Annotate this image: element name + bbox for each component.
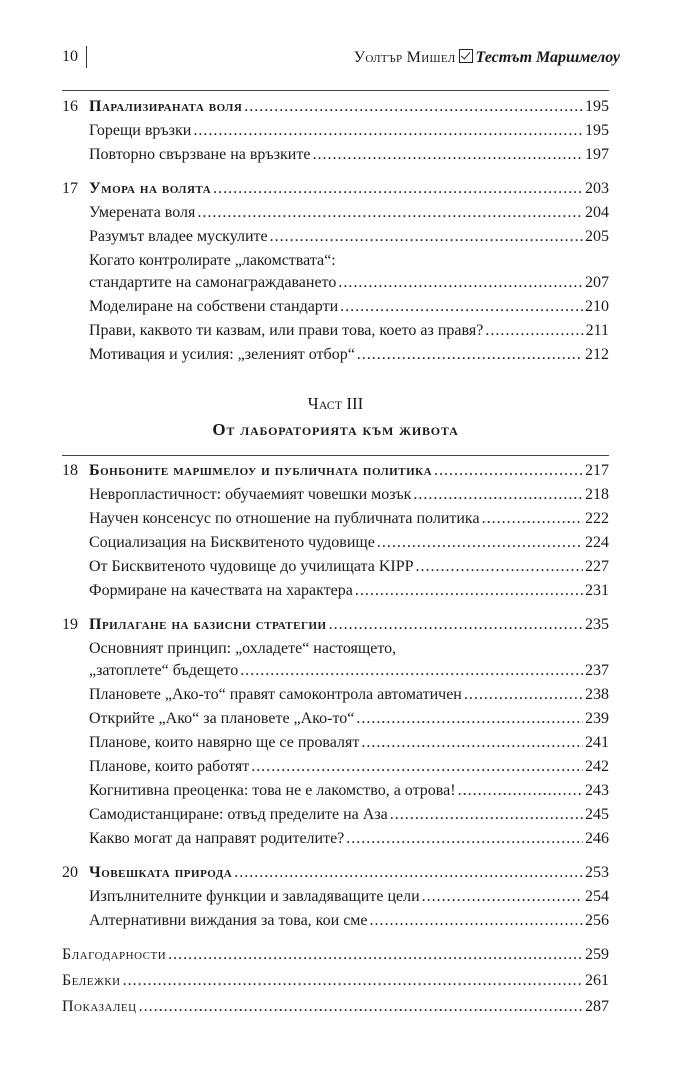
entry-title: Самодистанциране: отвъд пределите на Аза [89, 806, 388, 823]
page-ref: 203 [585, 180, 609, 197]
toc-entry[interactable] [89, 580, 609, 602]
entry-title: Благодарности [62, 946, 167, 963]
part-title: От лабораторията към живота [212, 420, 459, 439]
page-ref: 238 [585, 686, 609, 703]
entry-title: Алтернативни виждания за това, кои сме [89, 912, 368, 929]
entry-title: „затоплете“ бъдещето [89, 662, 239, 679]
page-ref: 210 [585, 298, 609, 315]
page-ref: 259 [585, 946, 609, 963]
entry-title: Основният принцип: „охладете“ настоящето, [89, 640, 397, 657]
dot-leader [356, 708, 583, 730]
page-ref: 211 [585, 322, 609, 339]
entry-title: Умерената воля [89, 204, 196, 221]
dot-leader [338, 272, 583, 294]
entry-title: Планове, които работят [89, 758, 250, 775]
chapter-number: 16 [62, 98, 78, 115]
entry-title: От Бисквитеното чудовище до училищата KIPP [89, 558, 414, 575]
dot-leader [370, 910, 583, 932]
dot-leader [213, 178, 583, 200]
toc-entry[interactable] [89, 144, 609, 166]
page-ref: 241 [585, 734, 609, 751]
dot-leader [434, 460, 583, 482]
toc-entry[interactable] [89, 756, 609, 778]
entry-title: Показалец [62, 998, 137, 1015]
toc-entry[interactable] [89, 344, 609, 366]
chapter-title: Бонбоните маршмелоу и публичната политика [89, 462, 433, 479]
page-number: 10 [62, 48, 78, 65]
dot-leader [485, 320, 583, 342]
toc-chapter-20[interactable] [62, 862, 609, 884]
dot-leader [123, 970, 583, 992]
toc-entry[interactable] [89, 804, 609, 826]
toc-entry[interactable] [89, 732, 609, 754]
dot-leader [482, 508, 583, 530]
page-ref: 256 [585, 912, 609, 929]
dot-leader [361, 732, 583, 754]
page-ref: 231 [585, 582, 609, 599]
entry-title: Плановете „Ако-то“ правят самоконтрола автоматичен [89, 686, 462, 703]
chapter-number: 19 [62, 616, 78, 633]
page-ref: 205 [585, 228, 609, 245]
entry-title: Прави, каквото ти казвам, или прави това, което аз правя? [89, 322, 484, 339]
dot-leader [416, 556, 583, 578]
page-ref: 195 [585, 122, 609, 139]
entry-title: Бележки [62, 972, 121, 989]
toc-entry[interactable] [89, 120, 609, 142]
dot-leader [244, 96, 583, 118]
entry-title: Изпълнителните функции и завладяващите цели [89, 888, 420, 905]
dot-leader [240, 660, 583, 682]
page-ref: 287 [585, 998, 609, 1015]
page-ref: 207 [585, 274, 609, 291]
entry-title: Мотивация и усилия: „зеленият отбор“ [89, 346, 355, 363]
toc-entry[interactable] [89, 508, 609, 530]
dot-leader [377, 532, 583, 554]
entry-title: Формиране на качествата на характера [89, 582, 353, 599]
entry-title: Социализация на Бисквитеното чудовище [89, 534, 375, 551]
header-book-title: Тестът Маршмелоу [475, 49, 620, 66]
chapter-title: Умора на волята [89, 180, 212, 197]
toc-index[interactable] [62, 996, 609, 1018]
entry-title: Моделиране на собствени стандарти [89, 298, 339, 315]
toc-notes[interactable] [62, 970, 609, 992]
chapter-title: Прилагане на базисни стратегии [89, 616, 327, 633]
toc-entry[interactable] [89, 532, 609, 554]
page-ref: 195 [585, 98, 609, 115]
page-ref: 212 [585, 346, 609, 363]
entry-title: Разумът владее мускулите [89, 228, 268, 245]
header-author: Уолтър Мишел [353, 49, 456, 66]
chapter-number: 20 [62, 864, 78, 881]
entry-title: Повторно свързване на връзките [89, 146, 311, 163]
page-ref: 242 [585, 758, 609, 775]
toc-entry-line1[interactable] [89, 250, 609, 272]
checkbox-icon [459, 49, 473, 63]
header-title [354, 48, 620, 67]
page-ref: 246 [585, 830, 609, 847]
dot-leader [340, 296, 583, 318]
toc-entry[interactable] [89, 226, 609, 248]
toc-chapter-17[interactable] [62, 178, 609, 200]
page-ref: 261 [585, 972, 609, 989]
page-ref: 245 [585, 806, 609, 823]
page-ref: 254 [585, 888, 609, 905]
header-divider [86, 46, 87, 68]
page-ref: 222 [585, 510, 609, 527]
dot-leader [329, 614, 583, 636]
toc-entry[interactable] [89, 484, 609, 506]
entry-title: стандартите на самонаграждаването [89, 274, 337, 291]
toc-entry[interactable] [89, 296, 609, 318]
section-rule [62, 455, 609, 456]
page-ref: 243 [585, 782, 609, 799]
page-ref: 239 [585, 710, 609, 727]
page-ref: 204 [585, 204, 609, 221]
dot-leader [168, 944, 583, 966]
entry-title: Невропластичност: обучаемият човешки мозък [89, 486, 412, 503]
toc-entry[interactable] [89, 556, 609, 578]
entry-title: Когато контролирате „лакомствата“: [89, 252, 336, 269]
page-ref: 218 [585, 486, 609, 503]
page-ref: 227 [585, 558, 609, 575]
running-header [62, 44, 620, 74]
toc-entry[interactable] [89, 272, 609, 294]
page-ref: 197 [585, 146, 609, 163]
entry-title: Планове, които навярно ще се провалят [89, 734, 360, 751]
page-ref: 253 [585, 864, 609, 881]
dot-leader [357, 344, 583, 366]
dot-leader [312, 144, 583, 166]
toc-chapter-19[interactable] [62, 614, 609, 636]
toc-chapter-18[interactable] [62, 460, 609, 482]
page-ref: 224 [585, 534, 609, 551]
dot-leader [270, 226, 583, 248]
dot-leader [355, 580, 583, 602]
dot-leader [464, 684, 583, 706]
toc-entry[interactable] [89, 202, 609, 224]
chapter-title: Парализираната воля [89, 98, 243, 115]
entry-title: Научен консенсус по отношение на публичната политика [89, 510, 480, 527]
chapter-number: 18 [62, 462, 78, 479]
dot-leader [390, 804, 583, 826]
entry-title: Какво могат да направят родителите? [89, 830, 345, 847]
dot-leader [139, 996, 583, 1018]
dot-leader [234, 862, 583, 884]
toc-acknowledgements[interactable] [62, 944, 609, 966]
page-ref: 217 [585, 462, 609, 479]
toc-entry[interactable] [89, 828, 609, 850]
part-label: Част III [307, 394, 364, 413]
page-ref: 235 [585, 616, 609, 633]
dot-leader [193, 120, 583, 142]
toc-entry[interactable] [89, 708, 609, 730]
toc-entry[interactable] [89, 886, 609, 908]
toc-entry-line1[interactable] [89, 638, 609, 660]
toc-entry[interactable] [89, 910, 609, 932]
toc-entry[interactable] [89, 684, 609, 706]
dot-leader [251, 756, 583, 778]
entry-title: Когнитивна преоценка: това не е лакомство, а отрова! [89, 782, 456, 799]
page-ref: 237 [585, 662, 609, 679]
dot-leader [413, 484, 583, 506]
entry-title: Горещи връзки [89, 122, 192, 139]
dot-leader [458, 780, 583, 802]
dot-leader [197, 202, 583, 224]
toc-chapter-16[interactable] [62, 96, 609, 118]
dot-leader [422, 886, 583, 908]
chapter-title: Човешката природа [89, 864, 233, 881]
toc-entry[interactable] [89, 660, 609, 682]
toc-entry[interactable] [89, 780, 609, 802]
section-rule [62, 90, 609, 91]
entry-title: Открийте „Ако“ за плановете „Ако-то“ [89, 710, 355, 727]
toc-entry[interactable] [89, 320, 609, 342]
chapter-number: 17 [62, 180, 78, 197]
dot-leader [346, 828, 583, 850]
